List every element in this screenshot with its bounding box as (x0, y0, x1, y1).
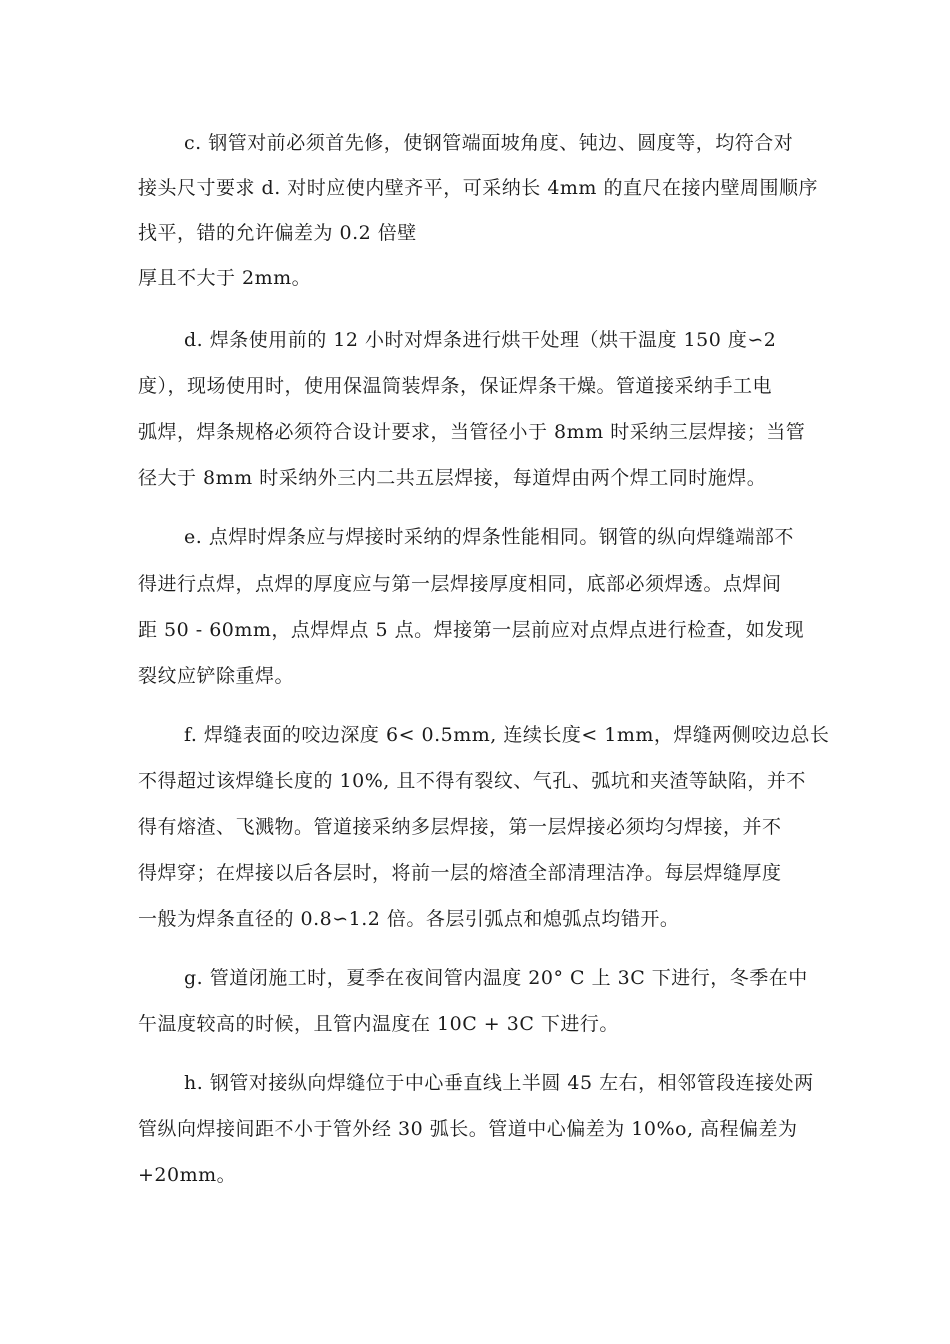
paragraph-c-line-3: 找平，错的允许偏差为 0.2 倍壁 (138, 222, 417, 244)
paragraph-c-line-1: c. 钢管对前必须首先修，使钢管端面坡角度、钝边、圆度等，均符合对 (184, 132, 794, 154)
paragraph-g-line-1: g. 管道闭施工时，夏季在夜间管内温度 20° C 上 3C 下进行，冬季在中 (184, 967, 808, 989)
paragraph-f-line-5: 一般为焊条直径的 0.8∽1.2 倍。各层引弧点和熄弧点均错开。 (138, 908, 680, 930)
paragraph-f-line-4: 得焊穿；在焊接以后各层时，将前一层的熔渣全部清理洁净。每层焊缝厚度 (138, 862, 782, 884)
paragraph-e-line-3: 距 50 - 60mm，点焊焊点 5 点。焊接第一层前应对点焊点进行检查，如发现 (138, 619, 805, 641)
paragraph-c-line-4: 厚且不大于 2mm。 (138, 267, 312, 289)
paragraph-e-line-2: 得进行点焊，点焊的厚度应与第一层焊接厚度相同，底部必须焊透。点焊间 (138, 573, 782, 595)
paragraph-f-line-3: 得有熔渣、飞溅物。管道接采纳多层焊接，第一层焊接必须均匀焊接，并不 (138, 816, 782, 838)
paragraph-e-line-1: e. 点焊时焊条应与焊接时采纳的焊条性能相同。钢管的纵向焊缝端部不 (184, 526, 794, 548)
paragraph-g-line-2: 午温度较高的时候，且管内温度在 10C + 3C 下进行。 (138, 1013, 619, 1035)
paragraph-e-line-4: 裂纹应铲除重焊。 (138, 665, 295, 687)
paragraph-h-line-2: 管纵向焊接间距不小于管外经 30 弧长。管道中心偏差为 10%o, 高程偏差为 (138, 1118, 798, 1140)
paragraph-d-line-2: 度），现场使用时，使用保温筒装焊条，保证焊条干燥。管道接采纳手工电 (138, 375, 773, 397)
paragraph-d-line-1: d. 焊条使用前的 12 小时对焊条进行烘干处理（烘干温度 150 度∽2 (184, 329, 777, 351)
paragraph-h-line-1: h. 钢管对接纵向焊缝位于中心垂直线上半圆 45 左右，相邻管段连接处两 (184, 1072, 814, 1094)
paragraph-f-line-1: f. 焊缝表面的咬边深度 6< 0.5mm, 连续长度< 1mm，焊缝两侧咬边总长 (184, 724, 830, 746)
paragraph-f-line-2: 不得超过该焊缝长度的 10%, 且不得有裂纹、气孔、弧坑和夹渣等缺陷，并不 (138, 770, 806, 792)
paragraph-d-line-4: 径大于 8mm 时采纳外三内二共五层焊接，每道焊由两个焊工同时施焊。 (138, 467, 767, 489)
paragraph-h-line-3: +20mm。 (138, 1164, 237, 1186)
paragraph-c-line-2: 接头尺寸要求 d. 对时应使内壁齐平，可采纳长 4mm 的直尺在接内壁周围顺序 (138, 177, 818, 199)
paragraph-d-line-3: 弧焊，焊条规格必须符合设计要求，当管径小于 8mm 时采纳三层焊接；当管 (138, 421, 806, 443)
